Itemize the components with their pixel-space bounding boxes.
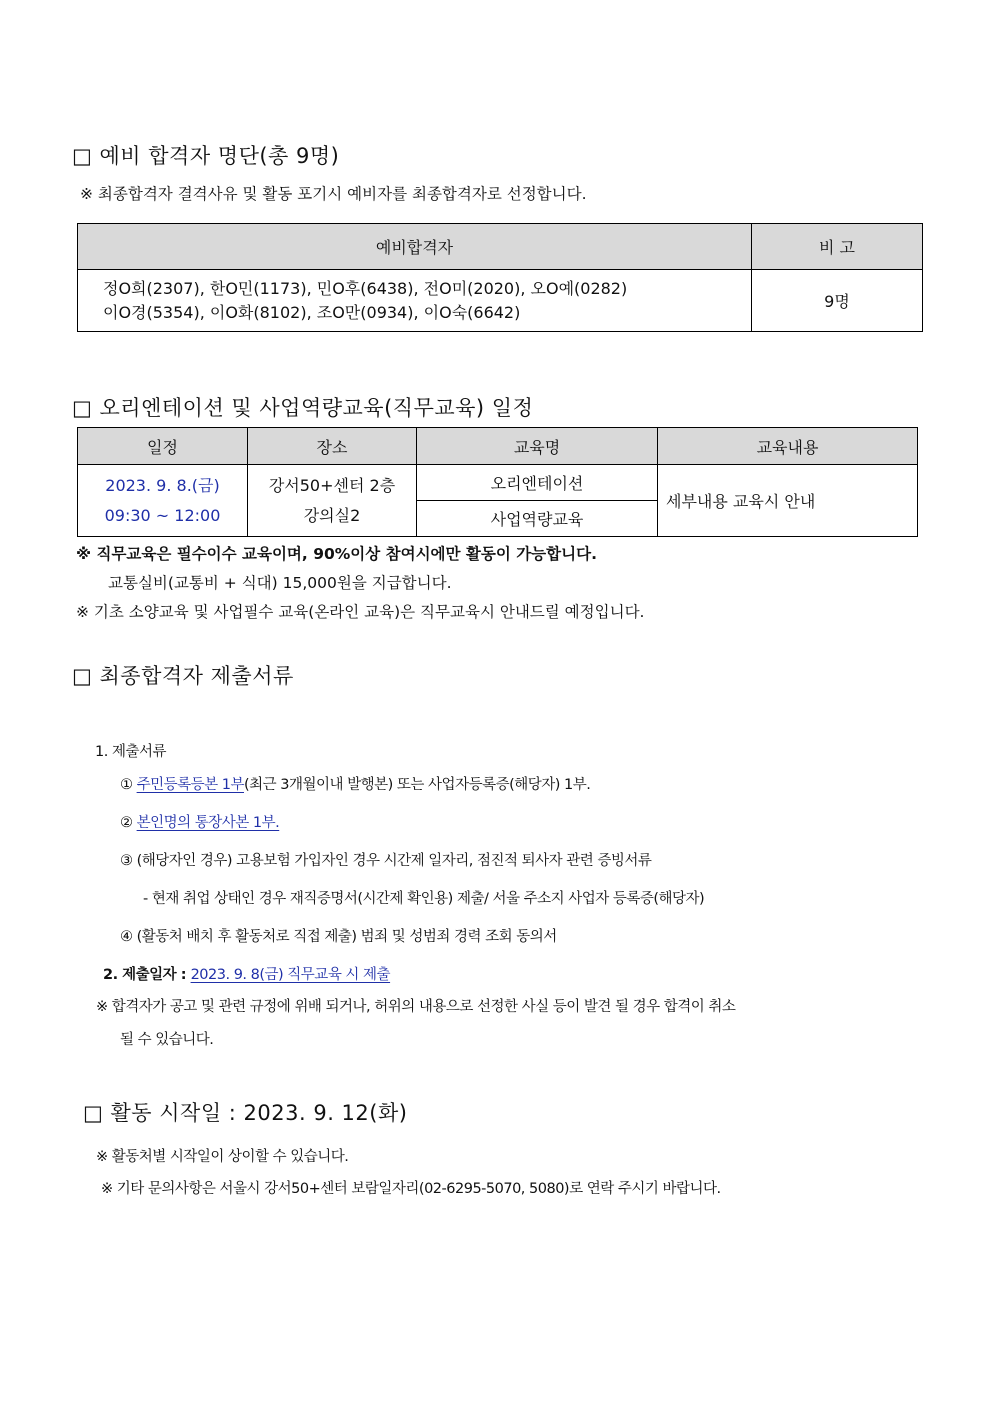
section3-note-line2: 될 수 있습니다. <box>120 1032 214 1048</box>
table-header: 예비합격자 <box>78 224 752 270</box>
edu-content-cell: 세부내용 교육시 안내 <box>658 465 918 537</box>
resident-registration-link[interactable]: 주민등록등본 1부 <box>136 777 244 793</box>
table-header: 교육내용 <box>658 428 918 465</box>
candidates-cell <box>78 270 752 332</box>
bankbook-copy-link[interactable]: 본인명의 통장사본 1부. <box>136 815 280 831</box>
document-item-4: ④ (활동처 배치 후 활동처로 직접 제출) 범죄 및 성범죄 경력 조회 동의서 <box>120 929 557 945</box>
table-header: 일정 <box>78 428 248 465</box>
place-cell <box>248 465 417 537</box>
table-header: 교육명 <box>417 428 658 465</box>
place-line: 강서50+센터 2층 <box>268 475 396 495</box>
table-header: 비 고 <box>752 224 923 270</box>
reserve-candidates-table <box>77 223 923 332</box>
item-text: (최근 3개월이내 발행본) 또는 사업자등록증(해당자) 1부. <box>244 777 591 793</box>
submission-date-value: 2023. 9. 8(금) 직무교육 시 제출 <box>190 967 391 983</box>
document-item-1 <box>120 773 590 794</box>
section3-title: □ 최종합격자 제출서류 <box>72 664 294 688</box>
remark-cell: 9명 <box>752 270 923 332</box>
schedule-table <box>77 427 918 537</box>
item-number: ② <box>120 815 133 831</box>
schedule-time: 09:30 ~ 12:00 <box>104 505 221 525</box>
section1-note: ※ 최종합격자 결격사유 및 활동 포기시 예비자를 최종합격자로 선정합니다. <box>80 185 587 203</box>
submission-date <box>103 963 390 984</box>
item-number: ① <box>120 777 133 793</box>
candidates-line: 이O경(5354), 이O화(8102), 조O만(0934), 이O숙(6642) <box>103 302 521 322</box>
candidates-line: 정O희(2307), 한O민(1173), 민O후(6438), 전O미(2020), 오O예(0282) <box>103 278 628 298</box>
schedule-date: 2023. 9. 8.(금) <box>105 475 220 495</box>
section4-title: □ 활동 시작일 : 2023. 9. 12(화) <box>83 1101 408 1125</box>
table-header: 장소 <box>248 428 417 465</box>
submission-date-label: 2. 제출일자 : <box>103 967 191 983</box>
section4-note2: ※ 기타 문의사항은 서울시 강서50+센터 보람일자리(02-6295-5070, 5080)로 연락 주시기 바랍니다. <box>101 1181 721 1197</box>
document-item-2 <box>120 811 279 832</box>
section1-title: □ 예비 합격자 명단(총 9명) <box>72 144 340 168</box>
document-item-3-detail: - 현재 취업 상태인 경우 재직증명서(시간제 확인용) 제출/ 서울 주소지 사업자 등록증(해당자) <box>143 891 705 907</box>
section2-note2: ※ 기초 소양교육 및 사업필수 교육(온라인 교육)은 직무교육시 안내드릴 예정입니다. <box>76 603 645 621</box>
edu-name-cell: 오리엔테이션 <box>417 465 658 501</box>
section2-title: □ 오리엔테이션 및 사업역량교육(직무교육) 일정 <box>72 396 534 420</box>
section2-note1b: 교통실비(교통비 + 식대) 15,000원을 지급합니다. <box>108 574 452 592</box>
document-item-3: ③ (해당자인 경우) 고용보험 가입자인 경우 시간제 일자리, 점진적 퇴사자 관련 증빙서류 <box>120 853 652 869</box>
edu-name-cell: 사업역량교육 <box>417 501 658 537</box>
sub-heading-documents: 1. 제출서류 <box>95 744 166 760</box>
place-line: 강의실2 <box>303 505 361 525</box>
section3-note-line1: ※ 합격자가 공고 및 관련 규정에 위배 되거나, 허위의 내용으로 선정한 사실 등이 발견 될 경우 합격이 취소 <box>96 999 736 1015</box>
section4-note1: ※ 활동처별 시작일이 상이할 수 있습니다. <box>96 1149 349 1165</box>
section2-note1: ※ 직무교육은 필수이수 교육이며, 90%이상 참여시에만 활동이 가능합니다. <box>76 545 597 563</box>
schedule-date-cell <box>78 465 248 537</box>
